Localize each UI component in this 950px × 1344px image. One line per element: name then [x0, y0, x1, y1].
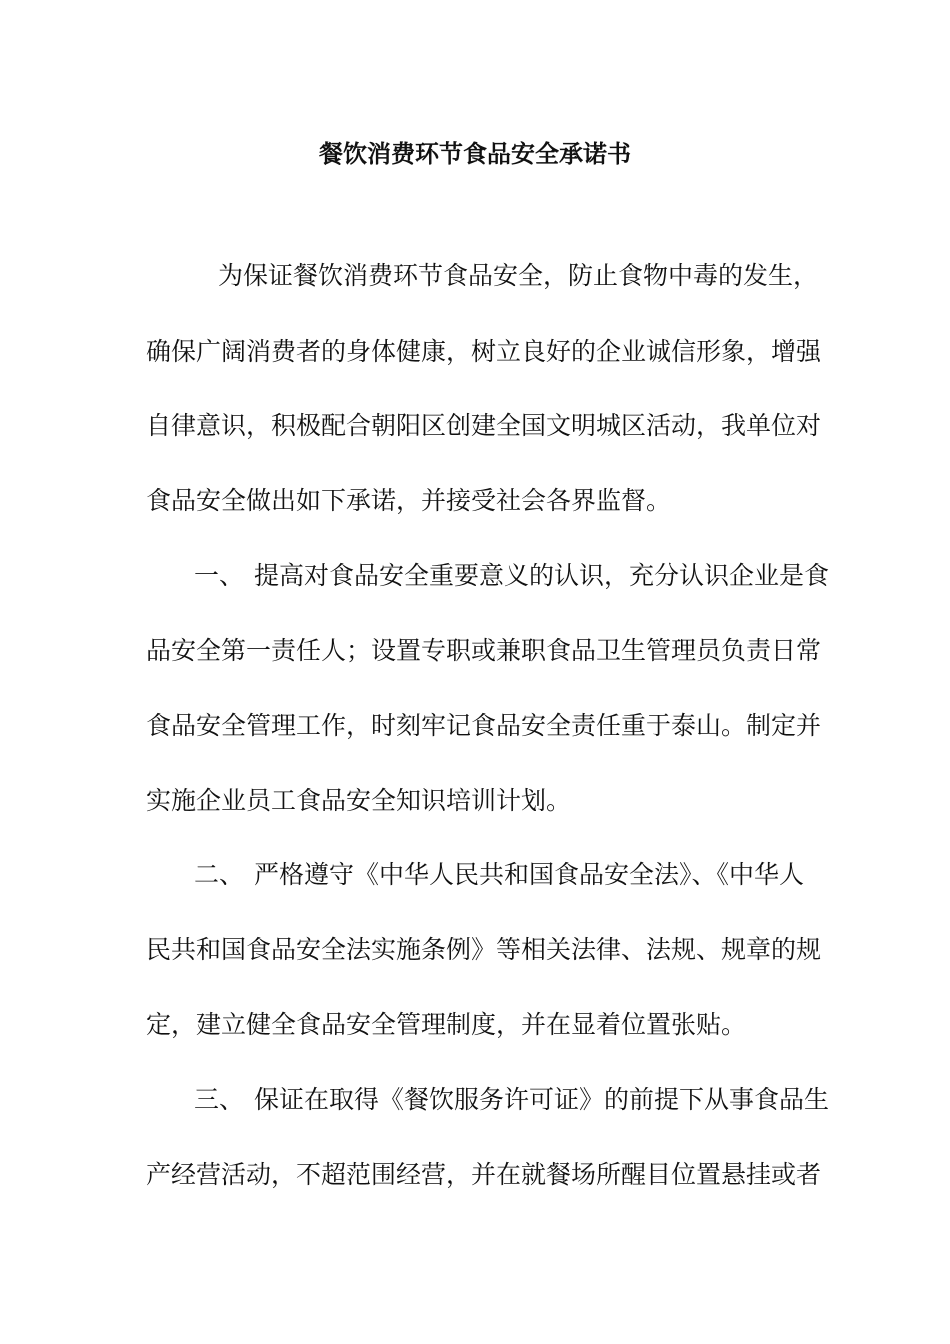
item-3-line-2: 产经营活动，不超范围经营，并在就餐场所醒目位置悬挂或者 [146, 1160, 822, 1189]
item-2-number: 二、 [194, 860, 245, 889]
item-3-first-line [194, 1080, 830, 1120]
item-1-line-3: 食品安全管理工作，时刻牢记食品安全责任重于泰山。制定并 [146, 711, 822, 740]
intro-line-1: 为保证餐饮消费环节食品安全，防止食物中毒的发生， [218, 261, 819, 290]
intro-line-4: 食品安全做出如下承诺，并接受社会各界监督。 [146, 486, 672, 515]
item-2-text: 严格遵守《中华人民共和国食品安全法》、《中华人 [254, 860, 805, 889]
item-2-first-line [194, 855, 816, 895]
document-title: 餐饮消费环节食品安全承诺书 [319, 139, 631, 168]
item-2-line-3: 定，建立健全食品安全管理制度，并在显着位置张贴。 [146, 1010, 747, 1039]
item-3-text: 保证在取得《餐饮服务许可证》的前提下从事食品生 [254, 1085, 830, 1114]
intro-line-3: 自律意识，积极配合朝阳区创建全国文明城区活动，我单位对 [146, 411, 822, 440]
item-1-first-line [194, 556, 830, 596]
item-1-text: 提高对食品安全重要意义的认识，充分认识企业是食 [254, 561, 830, 590]
item-1-number: 一、 [194, 561, 245, 590]
item-1-line-4: 实施企业员工食品安全知识培训计划。 [146, 786, 572, 815]
item-3-number: 三、 [194, 1085, 245, 1114]
intro-line-2: 确保广阔消费者的身体健康，树立良好的企业诚信形象，增强 [146, 337, 822, 366]
item-2-line-2: 民共和国食品安全法实施条例》等相关法律、法规、规章的规 [146, 935, 822, 964]
item-1-line-2: 品安全第一责任人；设置专职或兼职食品卫生管理员负责日常 [146, 636, 822, 665]
